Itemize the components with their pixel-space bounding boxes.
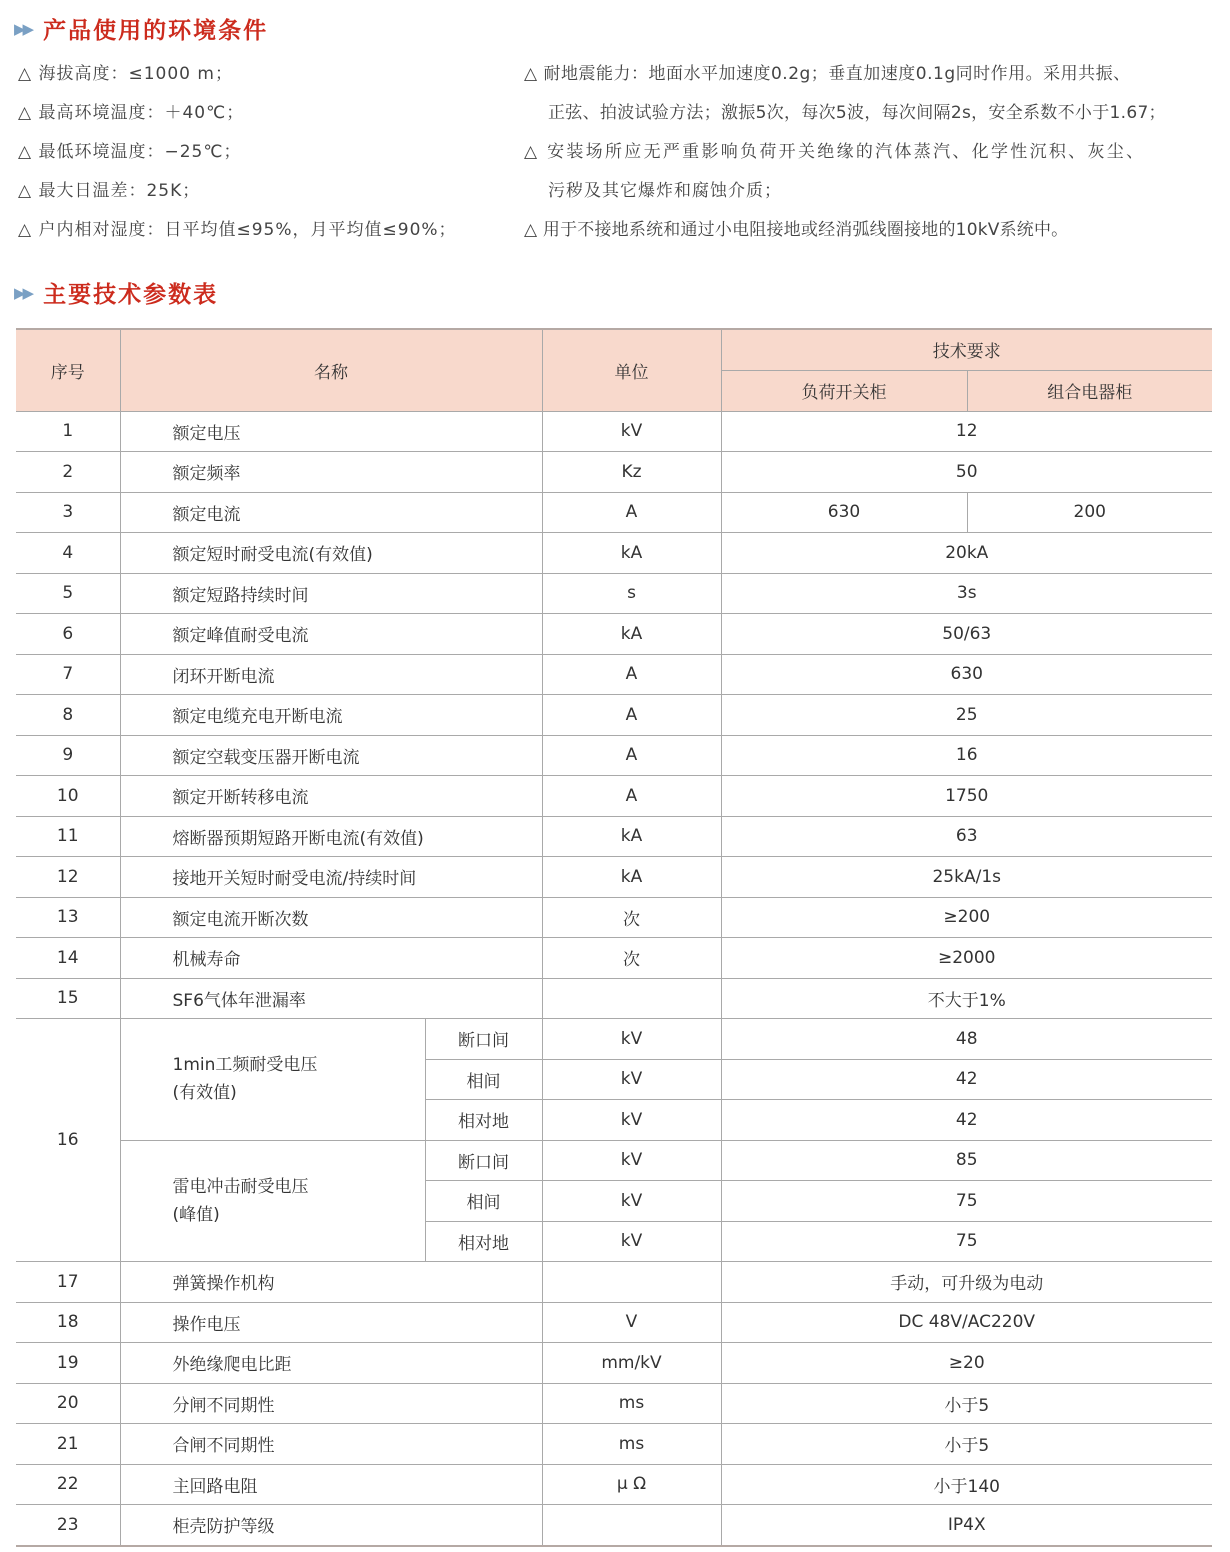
cell-unit: A: [542, 735, 721, 776]
cell-value: ≥2000: [721, 938, 1212, 979]
cell-name: 额定电压: [120, 411, 542, 452]
cell-seq: 22: [16, 1464, 120, 1505]
cell-name: 额定频率: [120, 452, 542, 493]
cell-value-load-switch: 630: [721, 492, 967, 533]
cell-unit: kV: [542, 411, 721, 452]
table-row: [16, 654, 1212, 695]
cell-subname: 相对地: [425, 1221, 542, 1262]
header-load-switch-cabinet: 负荷开关柜: [721, 370, 967, 411]
cell-value: ≥200: [721, 897, 1212, 938]
cell-unit: kA: [542, 816, 721, 857]
cell-seq: 19: [16, 1343, 120, 1384]
env-right-1: △ 耐地震能力：地面水平加速度0.2g；垂直加速度0.1g同时作用。采用共振、: [524, 64, 1131, 84]
cell-seq: 9: [16, 735, 120, 776]
cell-unit: [542, 978, 721, 1019]
cell-value: 手动，可升级为电动: [721, 1262, 1212, 1303]
cell-unit: kV: [542, 1181, 721, 1222]
cell-name: 额定电流开断次数: [120, 897, 542, 938]
cell-seq: 4: [16, 533, 120, 574]
cell-unit: kA: [542, 614, 721, 655]
table-row: [16, 1464, 1212, 1505]
cell-name: SF6气体年泄漏率: [120, 978, 542, 1019]
group-name-line1: 1min工频耐受电压: [172, 1055, 318, 1076]
cell-value: 小于5: [721, 1424, 1212, 1465]
cell-value: 25kA/1s: [721, 857, 1212, 898]
cell-value: 75: [721, 1221, 1212, 1262]
env-left-5: △ 户内相对湿度：日平均值≤95%，月平均值≤90%；: [18, 220, 457, 240]
cell-unit: ms: [542, 1383, 721, 1424]
cell-seq: 20: [16, 1383, 120, 1424]
cell-name: 额定短时耐受电流(有效值): [120, 533, 542, 574]
table-row: [16, 1343, 1212, 1384]
cell-unit: 次: [542, 897, 721, 938]
cell-unit: V: [542, 1302, 721, 1343]
cell-unit: Kz: [542, 452, 721, 493]
cell-seq: 14: [16, 938, 120, 979]
cell-seq: 6: [16, 614, 120, 655]
table-row: [16, 533, 1212, 574]
cell-name: 合闸不同期性: [120, 1424, 542, 1465]
cell-value: IP4X: [721, 1505, 1212, 1546]
cell-value: 48: [721, 1019, 1212, 1060]
cell-unit: kV: [542, 1059, 721, 1100]
section-heading-environment: [14, 12, 268, 45]
cell-unit: mm/kV: [542, 1343, 721, 1384]
cell-value: DC 48V/AC220V: [721, 1302, 1212, 1343]
cell-name: 机械寿命: [120, 938, 542, 979]
table-row: [16, 1505, 1212, 1546]
table-row: [16, 411, 1212, 452]
cell-seq: 3: [16, 492, 120, 533]
table-row: [16, 776, 1212, 817]
cell-subname: 断口间: [425, 1140, 542, 1181]
cell-value: 不大于1%: [721, 978, 1212, 1019]
table-row: [16, 452, 1212, 493]
technical-parameters-table: [16, 328, 1212, 1547]
cell-value: 85: [721, 1140, 1212, 1181]
cell-value: 42: [721, 1100, 1212, 1141]
cell-name: 额定电流: [120, 492, 542, 533]
header-combo-cabinet: 组合电器柜: [967, 370, 1212, 411]
cell-name: 闭环开断电流: [120, 654, 542, 695]
table-row: [16, 1302, 1212, 1343]
cell-unit: A: [542, 695, 721, 736]
group-name-line2: (峰值): [172, 1204, 220, 1225]
cell-seq: 23: [16, 1505, 120, 1546]
cell-seq: 17: [16, 1262, 120, 1303]
cell-name: 熔断器预期短路开断电流(有效值): [120, 816, 542, 857]
cell-seq: 21: [16, 1424, 120, 1465]
cell-name: 额定短路持续时间: [120, 573, 542, 614]
cell-value: 12: [721, 411, 1212, 452]
cell-value: 25: [721, 695, 1212, 736]
env-right-3: △ 安装场所应无严重影响负荷开关绝缘的汽体蒸汽、化学性沉积、灰尘、: [524, 142, 1146, 162]
cell-value: ≥20: [721, 1343, 1212, 1384]
cell-unit: μ Ω: [542, 1464, 721, 1505]
env-left-2: △ 最高环境温度：＋40℃；: [18, 103, 245, 123]
cell-unit: kA: [542, 857, 721, 898]
cell-seq: 11: [16, 816, 120, 857]
cell-unit: kV: [542, 1100, 721, 1141]
cell-name: 弹簧操作机构: [120, 1262, 542, 1303]
cell-subname: 相对地: [425, 1100, 542, 1141]
header-unit: 单位: [542, 329, 721, 411]
table-row: [16, 1262, 1212, 1303]
cell-value: 1750: [721, 776, 1212, 817]
cell-unit: 次: [542, 938, 721, 979]
cell-unit: [542, 1505, 721, 1546]
cell-name: 主回路电阻: [120, 1464, 542, 1505]
cell-name: 柜壳防护等级: [120, 1505, 542, 1546]
table-row: [16, 938, 1212, 979]
cell-unit: kV: [542, 1019, 721, 1060]
cell-value: 20kA: [721, 533, 1212, 574]
env-right-5: △ 用于不接地系统和通过小电阻接地或经消弧线圈接地的10kV系统中。: [524, 220, 1069, 240]
cell-name: 外绝缘爬电比距: [120, 1343, 542, 1384]
table-row: [16, 1140, 1212, 1181]
cell-value: 3s: [721, 573, 1212, 614]
table-row: [16, 735, 1212, 776]
cell-name: 操作电压: [120, 1302, 542, 1343]
cell-name: 额定开断转移电流: [120, 776, 542, 817]
table-row: [16, 1019, 1212, 1060]
cell-value-combo: 200: [967, 492, 1212, 533]
cell-seq: 8: [16, 695, 120, 736]
cell-subname: 相间: [425, 1181, 542, 1222]
cell-name: 分闸不同期性: [120, 1383, 542, 1424]
cell-unit: kV: [542, 1221, 721, 1262]
cell-seq: 18: [16, 1302, 120, 1343]
cell-seq: 7: [16, 654, 120, 695]
cell-seq: 15: [16, 978, 120, 1019]
env-left-4: △ 最大日温差：25K；: [18, 181, 201, 201]
cell-seq: 2: [16, 452, 120, 493]
cell-name: 额定峰值耐受电流: [120, 614, 542, 655]
env-left-1: △ 海拔高度：≤1000 m；: [18, 64, 233, 84]
cell-seq: 13: [16, 897, 120, 938]
cell-unit: kV: [542, 1140, 721, 1181]
cell-seq: 10: [16, 776, 120, 817]
env-right-2: 正弦、拍波试验方法；激振5次，每次5波，每次间隔2s，安全系数不小于1.67；: [548, 103, 1166, 123]
cell-value: 42: [721, 1059, 1212, 1100]
cell-unit: A: [542, 776, 721, 817]
table-row: [16, 978, 1212, 1019]
env-right-4: 污秽及其它爆炸和腐蚀介质；: [548, 181, 782, 201]
table-row: [16, 897, 1212, 938]
cell-value: 75: [721, 1181, 1212, 1222]
cell-value: 63: [721, 816, 1212, 857]
table-row: [16, 492, 1212, 533]
cell-value: 16: [721, 735, 1212, 776]
table-row: [16, 614, 1212, 655]
cell-value: 小于5: [721, 1383, 1212, 1424]
cell-value: 小于140: [721, 1464, 1212, 1505]
double-arrow-icon: ▶▶: [14, 19, 32, 38]
cell-value: 50/63: [721, 614, 1212, 655]
cell-unit: A: [542, 654, 721, 695]
cell-seq: 1: [16, 411, 120, 452]
cell-unit: [542, 1262, 721, 1303]
env-left-3: △ 最低环境温度：−25℃；: [18, 142, 242, 162]
cell-group-name: [120, 1019, 425, 1141]
cell-unit: kA: [542, 533, 721, 574]
header-name: 名称: [120, 329, 542, 411]
cell-group-name: [120, 1140, 425, 1262]
cell-value: 630: [721, 654, 1212, 695]
table-row: [16, 1383, 1212, 1424]
cell-unit: s: [542, 573, 721, 614]
table-row: [16, 857, 1212, 898]
cell-unit: A: [542, 492, 721, 533]
table-row: [16, 816, 1212, 857]
cell-name: 接地开关短时耐受电流/持续时间: [120, 857, 542, 898]
cell-seq: 5: [16, 573, 120, 614]
section-title: 产品使用的环境条件: [43, 18, 269, 44]
cell-seq: 12: [16, 857, 120, 898]
cell-name: 额定电缆充电开断电流: [120, 695, 542, 736]
double-arrow-icon: ▶▶: [14, 283, 32, 302]
group-name-line2: (有效值): [172, 1083, 237, 1104]
group-name-line1: 雷电冲击耐受电压: [172, 1176, 309, 1197]
cell-subname: 断口间: [425, 1019, 542, 1060]
cell-subname: 相间: [425, 1059, 542, 1100]
section-title: 主要技术参数表: [43, 282, 219, 308]
header-requirements: 技术要求: [721, 329, 1212, 370]
section-heading-parameters: [14, 276, 218, 309]
cell-name: 额定空载变压器开断电流: [120, 735, 542, 776]
table-row: [16, 695, 1212, 736]
cell-seq: 16: [16, 1019, 120, 1262]
table-row: [16, 573, 1212, 614]
cell-unit: ms: [542, 1424, 721, 1465]
header-seq: 序号: [16, 329, 120, 411]
cell-value: 50: [721, 452, 1212, 493]
table-row: [16, 1424, 1212, 1465]
environment-conditions: [0, 54, 1230, 249]
